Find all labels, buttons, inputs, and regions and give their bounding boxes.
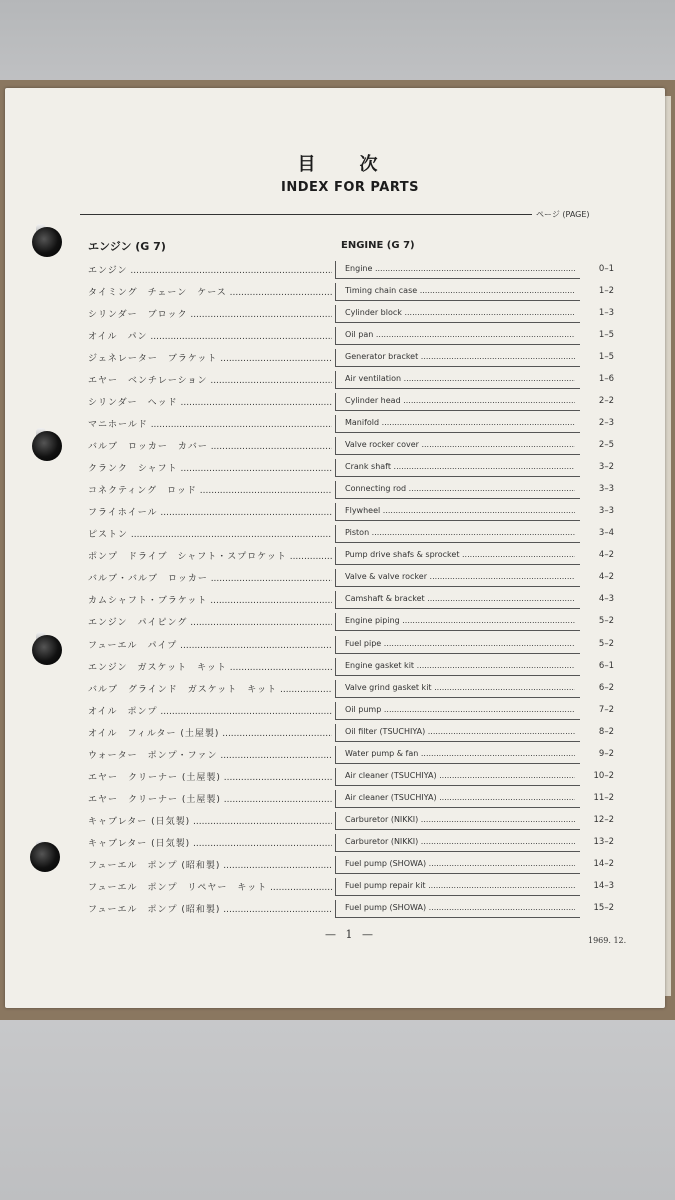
index-row	[0, 457, 675, 477]
entry-name-en: Carburetor (NIKKI) .....	[345, 837, 575, 846]
entry-name-en: Air cleaner (TSUCHIYA) .....	[345, 771, 575, 780]
entry-page: 1–2	[598, 286, 614, 297]
row-underline	[336, 344, 580, 345]
row-underline	[336, 564, 580, 565]
column-divider	[335, 283, 336, 301]
entry-name-en: Air ventilation .....	[345, 374, 575, 383]
entry-name-jp: ウォーター ポンプ・ファン .....	[88, 748, 332, 761]
column-divider	[335, 481, 336, 499]
row-underline	[336, 542, 580, 543]
entry-name-en: Piston .....	[345, 528, 575, 537]
row-underline	[336, 586, 580, 587]
index-row	[0, 788, 675, 808]
entry-page: 9–2	[598, 748, 614, 759]
page-number: — 1 —	[325, 928, 376, 941]
entry-name-jp: エンジン ガスケット キット .....	[88, 660, 332, 673]
entry-page: 3–4	[598, 528, 614, 539]
column-divider	[335, 900, 336, 918]
column-divider	[335, 768, 336, 786]
entry-page: 2–2	[598, 396, 614, 407]
row-underline	[336, 498, 580, 499]
column-divider	[335, 790, 336, 808]
index-row	[0, 479, 675, 499]
row-underline	[336, 697, 580, 698]
row-underline	[336, 807, 580, 808]
entry-page: 2–5	[598, 440, 614, 451]
entry-page: 8–2	[598, 726, 614, 737]
row-underline	[336, 520, 580, 521]
entry-name-jp: フューエル パイプ .....	[88, 638, 332, 651]
column-divider	[335, 658, 336, 676]
row-underline	[336, 675, 580, 676]
index-row	[0, 413, 675, 433]
page-column-label: ページ (PAGE)	[536, 210, 590, 219]
entry-name-jp: エンジン .....	[88, 263, 332, 276]
column-divider	[335, 305, 336, 323]
entry-page: 14–2	[593, 858, 614, 869]
index-row	[0, 303, 675, 323]
punch-hole	[32, 227, 62, 257]
entry-name-en: Engine piping .....	[345, 616, 575, 625]
print-date: 1969. 12.	[588, 936, 627, 945]
entry-name-en: Cylinder head .....	[345, 396, 575, 405]
index-row	[0, 281, 675, 301]
header-rule	[80, 214, 532, 215]
row-underline	[336, 388, 580, 389]
row-underline	[336, 829, 580, 830]
entry-name-en: Oil pan .....	[345, 330, 575, 339]
column-divider	[335, 834, 336, 852]
column-divider	[335, 261, 336, 279]
entry-name-jp: フューエル ポンプ リペヤー キット .....	[88, 880, 332, 893]
entry-name-jp: エンジン パイピング .....	[88, 615, 332, 628]
entry-page: 3–2	[598, 462, 614, 473]
index-row	[0, 523, 675, 543]
entry-page: 5–2	[598, 616, 614, 627]
entry-page: 3–3	[598, 506, 614, 517]
index-row	[0, 700, 675, 720]
column-divider	[335, 327, 336, 345]
entry-page: 14–3	[593, 880, 614, 891]
index-row	[0, 876, 675, 896]
entry-name-en: Camshaft & bracket .....	[345, 594, 575, 603]
entry-page: 4–2	[598, 550, 614, 561]
entry-name-en: Flywheel .....	[345, 506, 575, 515]
row-underline	[336, 476, 580, 477]
entry-name-jp: タイミング チェーン ケース .....	[88, 285, 332, 298]
row-underline	[336, 432, 580, 433]
entry-name-jp: キャブレター (日気製) .....	[88, 836, 332, 849]
index-row	[0, 766, 675, 786]
entry-page: 5–2	[598, 638, 614, 649]
row-underline	[336, 454, 580, 455]
entry-name-en: Fuel pump (SHOWA) .....	[345, 903, 575, 912]
column-divider	[335, 613, 336, 631]
index-row	[0, 898, 675, 918]
index-row	[0, 589, 675, 609]
entry-name-en: Generator bracket .....	[345, 352, 575, 361]
column-divider	[335, 525, 336, 543]
row-underline	[336, 917, 580, 918]
entry-name-en: Fuel pump repair kit .....	[345, 881, 575, 890]
entry-page: 4–2	[598, 572, 614, 583]
row-underline	[336, 410, 580, 411]
index-row	[0, 347, 675, 367]
entry-name-en: Timing chain case .....	[345, 286, 575, 295]
entry-name-jp: バルブ ロッカー カバー .....	[88, 439, 332, 452]
entry-page: 6–1	[598, 660, 614, 671]
index-row	[0, 744, 675, 764]
entry-name-jp: コネクティング ロッド .....	[88, 483, 332, 496]
entry-name-en: Engine gasket kit .....	[345, 661, 575, 670]
page-title-jp: 目次	[297, 154, 422, 175]
entry-page: 4–3	[598, 594, 614, 605]
index-row	[0, 722, 675, 742]
index-row	[0, 611, 675, 631]
entry-name-jp: ポンプ ドライブ シャフト・スプロケット .....	[88, 549, 332, 562]
row-underline	[336, 322, 580, 323]
entry-name-jp: バルブ・バルブ ロッカー .....	[88, 571, 332, 584]
section-title-jp: エンジン (G 7)	[88, 240, 166, 253]
entry-name-en: Connecting rod .....	[345, 484, 575, 493]
entry-name-en: Valve grind gasket kit .....	[345, 683, 575, 692]
column-divider	[335, 393, 336, 411]
entry-name-jp: カムシャフト・ブラケット .....	[88, 593, 332, 606]
entry-name-en: Valve rocker cover .....	[345, 440, 575, 449]
column-divider	[335, 349, 336, 367]
entry-name-jp: ピストン .....	[88, 527, 332, 540]
entry-name-jp: エヤー クリーナー (土屋製) .....	[88, 770, 332, 783]
entry-page: 1–5	[598, 352, 614, 363]
entry-name-jp: キャブレター (日気製) .....	[88, 814, 332, 827]
entry-name-jp: エヤー ベンチレーション .....	[88, 373, 332, 386]
entry-page: 2–3	[598, 418, 614, 429]
entry-page: 1–6	[598, 374, 614, 385]
row-underline	[336, 608, 580, 609]
entry-page: 7–2	[598, 704, 614, 715]
entry-name-jp: マニホールド .....	[88, 417, 332, 430]
index-row	[0, 391, 675, 411]
row-underline	[336, 851, 580, 852]
entry-name-jp: バルブ グラインド ガスケット キット .....	[88, 682, 332, 695]
entry-page: 11–2	[593, 792, 614, 803]
entry-page: 1–3	[598, 308, 614, 319]
entry-name-jp: シリンダー ヘッド .....	[88, 395, 332, 408]
entry-name-en: Oil pump .....	[345, 705, 575, 714]
entry-name-jp: オイル ポンプ .....	[88, 704, 332, 717]
section-title-en: ENGINE (G 7)	[341, 240, 415, 251]
entry-name-jp: フューエル ポンプ (昭和製) .....	[88, 902, 332, 915]
entry-name-en: Oil filter (TSUCHIYA) .....	[345, 727, 575, 736]
entry-page: 10–2	[593, 770, 614, 781]
entry-page: 1–5	[598, 330, 614, 341]
entry-name-jp: オイル パン .....	[88, 329, 332, 342]
index-row	[0, 369, 675, 389]
row-underline	[336, 873, 580, 874]
index-row	[0, 567, 675, 587]
row-underline	[336, 895, 580, 896]
column-divider	[335, 702, 336, 720]
column-divider	[335, 503, 336, 521]
index-row	[0, 810, 675, 830]
entry-name-en: Fuel pipe .....	[345, 639, 575, 648]
column-divider	[335, 680, 336, 698]
index-row	[0, 678, 675, 698]
background-bottom	[0, 1000, 675, 1200]
column-divider	[335, 591, 336, 609]
row-underline	[336, 719, 580, 720]
entry-name-jp: エヤー クリーナー (土屋製) .....	[88, 792, 332, 805]
index-row	[0, 634, 675, 654]
entry-name-jp: シリンダー ブロック .....	[88, 307, 332, 320]
entry-name-jp: オイル フィルター (土屋製) .....	[88, 726, 332, 739]
entry-name-en: Cylinder block .....	[345, 308, 575, 317]
column-divider	[335, 878, 336, 896]
column-divider	[335, 856, 336, 874]
column-divider	[335, 724, 336, 742]
entry-name-en: Valve & valve rocker .....	[345, 572, 575, 581]
index-row	[0, 259, 675, 279]
column-divider	[335, 371, 336, 389]
entry-page: 13–2	[593, 836, 614, 847]
entry-page: 15–2	[593, 902, 614, 913]
column-divider	[335, 437, 336, 455]
row-underline	[336, 630, 580, 631]
entry-name-jp: フライホイール .....	[88, 505, 332, 518]
index-row	[0, 545, 675, 565]
entry-page: 0–1	[598, 264, 614, 274]
entry-name-jp: クランク シャフト .....	[88, 461, 332, 474]
entry-name-en: Water pump & fan .....	[345, 749, 575, 758]
index-row	[0, 656, 675, 676]
column-divider	[335, 569, 336, 587]
entry-name-en: Manifold .....	[345, 418, 575, 427]
page-title-en: INDEX FOR PARTS	[281, 180, 419, 195]
entry-name-en: Carburetor (NIKKI) .....	[345, 815, 575, 824]
row-underline	[336, 366, 580, 367]
entry-name-en: Engine .....	[345, 264, 575, 273]
entry-name-en: Pump drive shafs & sprocket .....	[345, 550, 575, 559]
row-underline	[336, 653, 580, 654]
index-row	[0, 435, 675, 455]
row-underline	[336, 741, 580, 742]
column-divider	[335, 812, 336, 830]
entry-name-jp: ジェネレーター ブラケット .....	[88, 351, 332, 364]
entry-name-jp: フューエル ポンプ (昭和製) .....	[88, 858, 332, 871]
entry-page: 6–2	[598, 682, 614, 693]
index-row	[0, 854, 675, 874]
column-divider	[335, 415, 336, 433]
index-row	[0, 501, 675, 521]
entry-page: 3–3	[598, 484, 614, 495]
column-divider	[335, 746, 336, 764]
column-divider	[335, 459, 336, 477]
row-underline	[336, 278, 580, 279]
row-underline	[336, 763, 580, 764]
entry-name-en: Fuel pump (SHOWA) .....	[345, 859, 575, 868]
row-underline	[336, 300, 580, 301]
entry-page: 12–2	[593, 814, 614, 825]
entry-name-en: Crank shaft .....	[345, 462, 575, 471]
index-row	[0, 832, 675, 852]
index-row	[0, 325, 675, 345]
row-underline	[336, 785, 580, 786]
column-divider	[335, 636, 336, 654]
column-divider	[335, 547, 336, 565]
entry-name-en: Air cleaner (TSUCHIYA) .....	[345, 793, 575, 802]
